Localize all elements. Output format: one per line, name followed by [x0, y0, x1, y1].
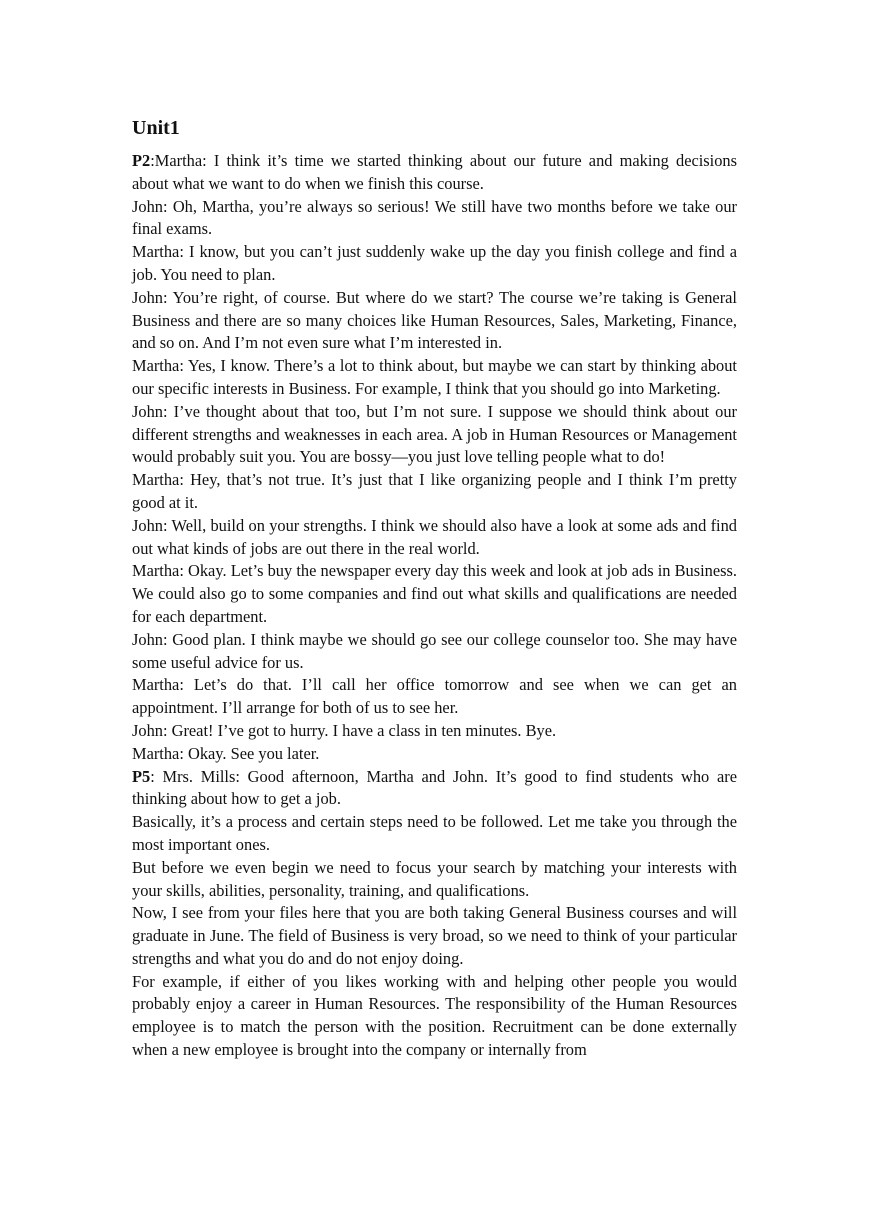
paragraph: [132, 241, 737, 287]
paragraph: [132, 355, 737, 401]
paragraph: [132, 515, 737, 561]
paragraph-text: Martha: I know, but you can’t just suddenly wake up the day you finish college and find a job. You need to plan.: [132, 242, 737, 284]
paragraph: [132, 971, 737, 1062]
paragraph-text: John: You’re right, of course. But where do we start? The course we’re taking is General Business and there are so many choices like Human Resources, Sales, Marketing, Finance, and so on. And I’m not even sure what I’m interested in.: [132, 287, 737, 353]
paragraph-text: Martha: Hey, that’s not true. It’s just that I like organizing people and I think I’m pretty good at it.: [132, 470, 737, 512]
paragraph-text: John: Good plan. I think maybe we should go see our college counselor too. She may have some useful advice for us.: [132, 629, 737, 672]
paragraph: [132, 766, 737, 812]
paragraph: [132, 811, 737, 857]
paragraph-text: For example, if either of you likes working with and helping other people you would probably enjoy a career in Human Resources. The responsibility of the Human Resources employee is to match the person with the position. Recruitment can be done externally when a new employee is brought into the company or internally from: [132, 971, 737, 1060]
paragraph: [132, 629, 737, 675]
paragraph-text: John: Well, build on your strengths. I think we should also have a look at some ads and find out what kinds of jobs are out there in the real world.: [132, 515, 737, 558]
paragraph: [132, 469, 737, 515]
paragraph-text: Now, I see from your files here that you are both taking General Business courses and will graduate in June. The field of Business is very broad, so we need to think of your particular strengths and what you do and do not enjoy doing.: [132, 903, 737, 968]
dialogue-body: [132, 150, 737, 1062]
paragraph: [132, 720, 737, 743]
document-page: [132, 114, 737, 1062]
paragraph-text: Martha: Okay. See you later.: [132, 743, 320, 763]
paragraph: [132, 560, 737, 628]
paragraph-text: John: Great! I’ve got to hurry. I have a class in ten minutes. Bye.: [132, 720, 557, 740]
paragraph-text: John: Oh, Martha, you’re always so serious! We still have two months before we take our final exams.: [132, 196, 737, 239]
paragraph-text: :Martha: I think it’s time we started thinking about our future and making decisions about what we want to do when we finish this course.: [132, 151, 737, 193]
paragraph: [132, 674, 737, 720]
paragraph-text: But before we even begin we need to focus your search by matching your interests with your skills, abilities, personality, training, and qualifications.: [132, 857, 737, 900]
paragraph: [132, 287, 737, 355]
paragraph: [132, 902, 737, 970]
paragraph: [132, 401, 737, 469]
paragraph-text: Martha: Yes, I know. There’s a lot to think about, but maybe we can start by thinking about our specific interests in Business. For example, I think that you should go into Marketing.: [132, 356, 737, 398]
paragraph-text: Martha: Okay. Let’s buy the newspaper every day this week and look at job ads in Business. We could also go to some companies and find out what skills and qualifications are needed for each department.: [132, 561, 737, 626]
section-label: P5: [132, 766, 151, 786]
paragraph: [132, 857, 737, 903]
section-label: P2: [132, 151, 151, 170]
paragraph-text: Martha: Let’s do that. I’ll call her office tomorrow and see when we can get an appointment. I’ll arrange for both of us to see her.: [132, 675, 737, 718]
paragraph-text: Basically, it’s a process and certain steps need to be followed. Let me take you through the most important ones.: [132, 812, 737, 854]
paragraph-text: John: I’ve thought about that too, but I’m not sure. I suppose we should think about our different strengths and weaknesses in each area. A job in Human Resources or Management would probably suit you. You are bossy—you just love telling people what to do!: [132, 401, 737, 467]
paragraph: [132, 150, 737, 196]
paragraph: [132, 743, 737, 766]
paragraph-text: : Mrs. Mills: Good afternoon, Martha and John. It’s good to find students who are thinking about how to get a job.: [132, 766, 737, 809]
paragraph: [132, 196, 737, 242]
unit-title: Unit1: [132, 117, 180, 139]
